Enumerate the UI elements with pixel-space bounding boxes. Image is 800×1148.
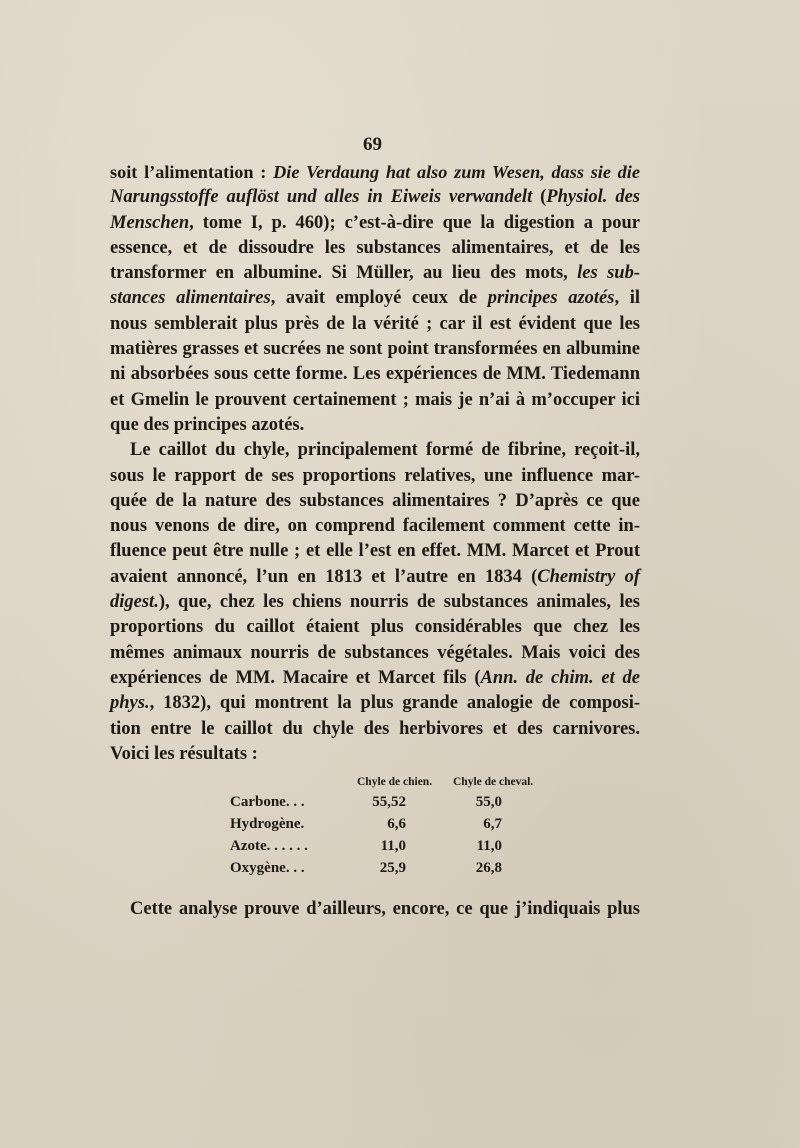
text-run: mêmes animaux nourris de substances végétales. Mais voici des xyxy=(110,642,640,663)
text-run: , tome I, p. 460); c’est-à-dire que la digestion a pour xyxy=(189,212,640,233)
text-line xyxy=(110,261,640,286)
table-row xyxy=(230,814,560,836)
table-row xyxy=(230,836,560,858)
text-run: expériences de MM. Macaire et Marcet fils ( xyxy=(110,667,481,688)
text-line xyxy=(110,489,640,514)
header-chyle-de-chien: Chyle de chien. xyxy=(357,776,433,788)
italic-text: digest. xyxy=(110,592,159,613)
text-run: nous venons de dire, on comprend facilement comment cette in- xyxy=(110,516,640,537)
text-line xyxy=(110,438,640,463)
table-header xyxy=(230,776,560,792)
text-run: transformer en albumine. Si Müller, au lieu des mots, xyxy=(110,263,578,284)
text-run: que des principes azotés. xyxy=(110,414,305,435)
value-cheval: 26,8 xyxy=(475,860,502,876)
text-line xyxy=(110,666,640,691)
italic-text: Narungsstoffe auflöst und alles in Eiweis verwandelt xyxy=(110,187,533,208)
text-line xyxy=(110,742,640,767)
text-run: ), que, chez les chiens nourris de substances animales, les xyxy=(158,592,640,613)
text-line xyxy=(110,565,640,590)
italic-text: Chemistry of xyxy=(537,566,640,587)
text-run: avaient annoncé, l’un en 1813 et l’autre en 1834 ( xyxy=(110,566,538,587)
italic-text: les sub- xyxy=(577,263,640,284)
text-line xyxy=(110,236,640,261)
value-chien: 6,6 xyxy=(387,816,406,832)
italic-text: principes azotés xyxy=(487,288,615,309)
row-label: Azote. . . . . . xyxy=(230,838,308,854)
text-line xyxy=(110,590,640,615)
text-line xyxy=(110,185,640,210)
value-chien: 25,9 xyxy=(379,860,406,876)
text-line xyxy=(110,514,640,539)
table-row xyxy=(230,792,560,814)
final-text-line: Cette analyse prouve d’ailleurs, encore, ce que j’indiquais plus xyxy=(130,899,640,919)
italic-text: Physiol. des xyxy=(546,187,640,208)
text-line xyxy=(110,312,640,337)
composition-table xyxy=(230,776,560,880)
header-chyle-de-cheval: Chyle de cheval. xyxy=(453,776,534,788)
italic-text: stances alimentaires xyxy=(110,288,271,309)
italic-text: Ann. de chim. et de xyxy=(480,667,640,688)
text-run: soit l’alimentation : xyxy=(110,162,274,182)
text-line xyxy=(110,413,640,438)
text-line xyxy=(110,539,640,564)
text-run: quée de la nature des substances alimentaires ? D’après ce que xyxy=(110,490,640,511)
table-row xyxy=(230,858,560,880)
text-run: sous le rapport de ses proportions relatives, une influence mar- xyxy=(110,465,640,486)
italic-text: Menschen xyxy=(110,212,190,233)
text-run: ni absorbées sous cette forme. Les expériences de MM. Tiedemann xyxy=(110,364,640,385)
italic-text: phys. xyxy=(110,693,150,714)
text-run: , il xyxy=(614,288,640,309)
value-chien: 11,0 xyxy=(380,838,406,854)
text-run: matières grasses et sucrées ne sont point transformées en albumine xyxy=(110,339,640,360)
text-run: tion entre le caillot du chyle des herbivores et des carnivores. xyxy=(110,718,640,739)
text-run: , avait employé ceux de xyxy=(270,288,488,309)
text-line xyxy=(110,641,640,666)
text-line xyxy=(110,388,640,413)
text-line xyxy=(110,337,640,362)
text-line xyxy=(110,160,640,185)
value-cheval: 55,0 xyxy=(475,794,502,810)
row-label: Hydrogène. xyxy=(230,816,305,832)
body-text xyxy=(110,160,640,767)
text-run: et Gmelin le prouvent certainement ; mais je n’ai à m’occuper ici xyxy=(110,389,640,410)
value-cheval: 6,7 xyxy=(483,816,502,832)
text-run: nous semblerait plus près de la vérité ; car il est évident que les xyxy=(110,313,640,334)
text-line xyxy=(110,717,640,742)
text-line xyxy=(110,691,640,716)
text-run: fluence peut être nulle ; et elle l’est en effet. MM. Marcet et Prout xyxy=(110,541,640,562)
row-label: Oxygène. . . xyxy=(230,860,305,876)
text-run: ( xyxy=(532,187,547,208)
text-run: Le caillot du chyle, principalement formé de fibrine, reçoit-il, xyxy=(130,440,640,461)
text-line xyxy=(110,286,640,311)
text-run: Voici les résultats : xyxy=(110,743,258,764)
page-number: 69 xyxy=(363,134,382,155)
text-line xyxy=(110,464,640,489)
text-line xyxy=(110,211,640,236)
text-line xyxy=(110,362,640,387)
text-run: proportions du caillot étaient plus considérables que chez les xyxy=(110,617,640,638)
value-cheval: 11,0 xyxy=(476,838,502,854)
italic-text: Die Verdaung hat also zum Wesen, dass sie die xyxy=(273,162,640,182)
text-line xyxy=(110,615,640,640)
text-run: , 1832), qui montrent la plus grande analogie de composi- xyxy=(149,693,640,714)
text-run: essence, et de dissoudre les substances alimentaires, et de les xyxy=(110,237,640,258)
value-chien: 55,52 xyxy=(372,794,406,810)
row-label: Carbone. . . xyxy=(230,794,305,810)
